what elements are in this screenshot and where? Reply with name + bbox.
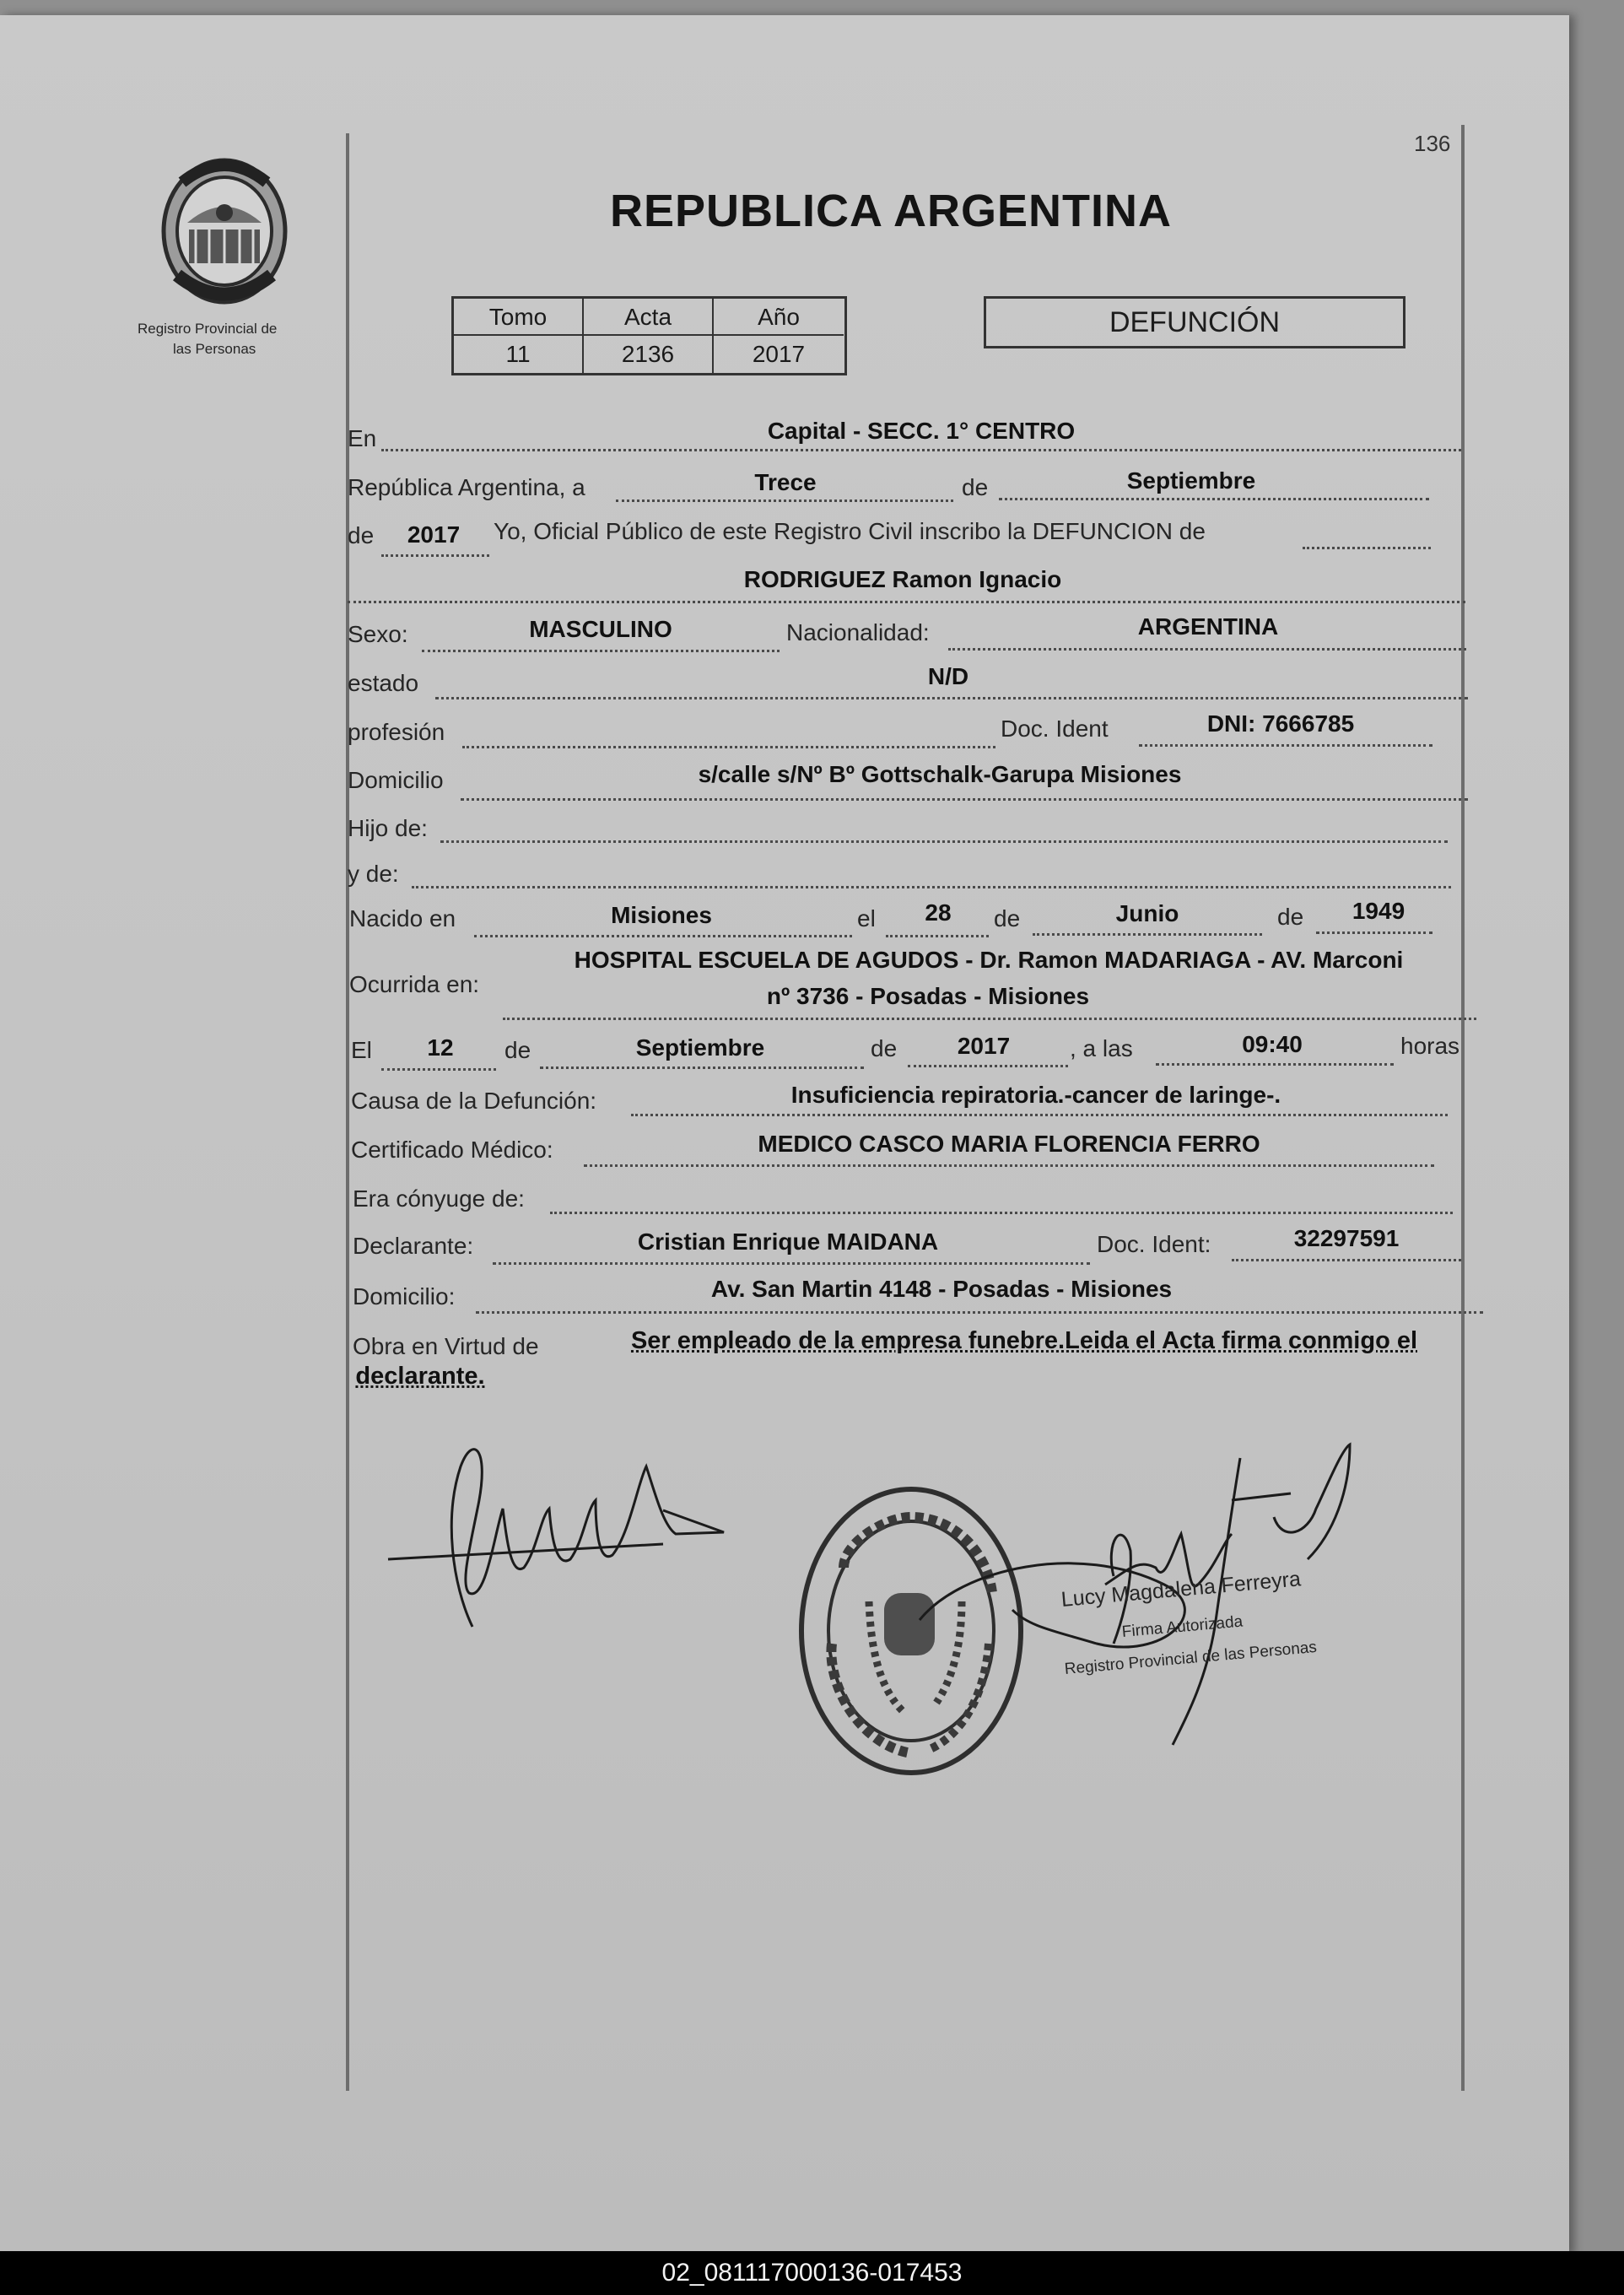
label-de: de	[962, 474, 989, 500]
dotted-line	[348, 601, 1465, 603]
dotted-line	[550, 1212, 1453, 1214]
dotted-line	[1139, 744, 1432, 747]
dotted-line	[422, 650, 780, 652]
label-de: de	[1277, 904, 1304, 930]
value-ocurrida-line2: nº 3736 - Posadas - Misiones	[766, 983, 1090, 1009]
value-nacido-dia: 28	[925, 899, 952, 926]
label-obra: Obra en Virtud de	[353, 1333, 539, 1359]
label-domicilio-declarante: Domicilio:	[353, 1283, 456, 1310]
label-de: de	[348, 522, 375, 548]
value-anio-defuncion: 2017	[957, 1033, 1011, 1059]
ref-value-acta: 2136	[584, 336, 714, 373]
dotted-line	[1156, 1063, 1394, 1066]
label-nacionalidad: Nacionalidad:	[786, 619, 930, 645]
label-hijo-de: Hijo de:	[348, 815, 428, 841]
value-nacido-en: Misiones	[611, 902, 712, 928]
dotted-line	[440, 840, 1448, 843]
label-el: el	[857, 905, 876, 932]
label-doc-ident: Doc. Ident	[1001, 716, 1109, 742]
value-anio-registro: 2017	[407, 521, 461, 548]
dotted-line	[631, 1114, 1448, 1116]
value-nacido-mes: Junio	[1115, 900, 1179, 926]
dotted-line	[476, 1311, 1483, 1314]
value-obra-line1: Ser empleado de la empresa funebre.Leida el Acta firma conmigo el	[630, 1327, 1418, 1354]
label-domicilio: Domicilio	[348, 767, 444, 793]
label-profesion: profesión	[348, 719, 445, 745]
value-dia-registro: Trece	[754, 469, 817, 495]
dotted-line	[381, 554, 489, 557]
right-margin-rule	[1461, 125, 1465, 2091]
value-mes-defuncion: Septiembre	[635, 1034, 765, 1061]
value-mes-registro: Septiembre	[1126, 467, 1256, 494]
value-declarante-doc: 32297591	[1293, 1225, 1400, 1251]
page-title: REPUBLICA ARGENTINA	[610, 186, 1172, 236]
registry-caption-line1: Registro Provincial de	[138, 321, 278, 337]
dotted-line	[1033, 933, 1262, 936]
label-y-de: y de:	[348, 861, 399, 887]
ref-header-acta: Acta	[584, 299, 714, 336]
dotted-line	[908, 1065, 1068, 1067]
file-id: 02_081117000136-017453	[661, 2259, 963, 2287]
reference-table	[451, 296, 847, 375]
label-causa: Causa de la Defunción:	[351, 1088, 597, 1114]
misiones-crest-icon	[157, 148, 292, 313]
dotted-line	[1316, 932, 1432, 934]
value-certificado: MEDICO CASCO MARIA FLORENCIA FERRO	[758, 1131, 1260, 1157]
label-el-defuncion: El	[351, 1037, 372, 1063]
label-nacido-en: Nacido en	[349, 905, 456, 932]
ref-value-tomo: 11	[454, 336, 584, 373]
official-name: Lucy Magdalena Ferreyra	[1060, 1567, 1302, 1612]
label-republica: República Argentina, a	[348, 474, 585, 500]
dotted-line	[616, 500, 953, 502]
official-role: Firma Autorizada	[1121, 1612, 1244, 1641]
value-domicilio: s/calle s/Nº Bº Gottschalk-Garupa Misiones	[698, 761, 1182, 787]
label-declarante: Declarante:	[353, 1233, 474, 1259]
official-office: Registro Provincial de las Personas	[1064, 1638, 1318, 1678]
ref-header-tomo: Tomo	[454, 299, 584, 336]
value-causa: Insuficiencia repiratoria.-cancer de laringe-.	[790, 1082, 1281, 1108]
dotted-line	[584, 1164, 1434, 1167]
label-a-las: , a las	[1070, 1035, 1133, 1061]
value-lugar: Capital - SECC. 1° CENTRO	[767, 418, 1076, 444]
label-estado: estado	[348, 670, 419, 696]
dotted-line	[1303, 547, 1431, 549]
value-obra-line2: declarante.	[355, 1363, 485, 1390]
dotted-line	[886, 935, 989, 937]
dotted-line	[493, 1262, 1090, 1265]
value-hora: 09:40	[1242, 1031, 1303, 1057]
dotted-line	[503, 1018, 1476, 1020]
dotted-line	[462, 746, 995, 748]
certificate-sheet	[0, 15, 1569, 2255]
label-ocurrida-en: Ocurrida en:	[349, 971, 480, 997]
label-en: En	[348, 425, 377, 451]
dotted-line	[435, 697, 1468, 699]
dotted-line	[1232, 1259, 1461, 1261]
label-de: de	[994, 905, 1021, 932]
value-nacionalidad: ARGENTINA	[1137, 613, 1279, 640]
official-signature-icon	[911, 1441, 1417, 1766]
value-declarante: Cristian Enrique MAIDANA	[637, 1228, 939, 1255]
file-id-footer	[0, 2251, 1624, 2295]
dotted-line	[999, 498, 1429, 500]
label-conyuge: Era cónyuge de:	[353, 1185, 525, 1212]
registry-caption-line2: las Personas	[173, 341, 256, 357]
label-sexo: Sexo:	[348, 621, 408, 647]
label-yo-oficial: Yo, Oficial Público de este Registro Civil inscribo la DEFUNCION de	[494, 518, 1206, 544]
page-number: 136	[1414, 131, 1451, 156]
value-doc-ident: DNI: 7666785	[1206, 710, 1355, 737]
label-doc-ident-declarante: Doc. Ident:	[1097, 1231, 1211, 1257]
label-horas: horas	[1400, 1033, 1460, 1059]
value-sexo: MASCULINO	[529, 616, 672, 642]
document-type-box: DEFUNCIÓN	[984, 296, 1405, 348]
label-de: de	[871, 1035, 898, 1061]
ref-value-anio: 2017	[752, 341, 806, 367]
dotted-line	[381, 1068, 496, 1071]
dotted-line	[412, 886, 1451, 888]
value-nombre: RODRIGUEZ Ramon Ignacio	[743, 566, 1062, 592]
value-dia-defuncion: 12	[427, 1034, 454, 1061]
label-de: de	[504, 1037, 531, 1063]
value-nacido-anio: 1949	[1352, 898, 1405, 924]
label-certificado: Certificado Médico:	[351, 1137, 553, 1163]
dotted-line	[461, 798, 1468, 801]
dotted-line	[540, 1066, 864, 1069]
dotted-line	[381, 449, 1461, 451]
dotted-line	[474, 935, 852, 937]
value-estado: N/D	[927, 663, 969, 689]
value-declarante-domicilio: Av. San Martin 4148 - Posadas - Misiones	[710, 1276, 1173, 1302]
dotted-line	[948, 648, 1466, 651]
declarant-signature-icon	[385, 1416, 739, 1682]
ref-header-anio: Año	[714, 299, 844, 336]
value-ocurrida-line1: HOSPITAL ESCUELA DE AGUDOS - Dr. Ramon MADARIAGA - AV. Marconi	[574, 947, 1404, 973]
